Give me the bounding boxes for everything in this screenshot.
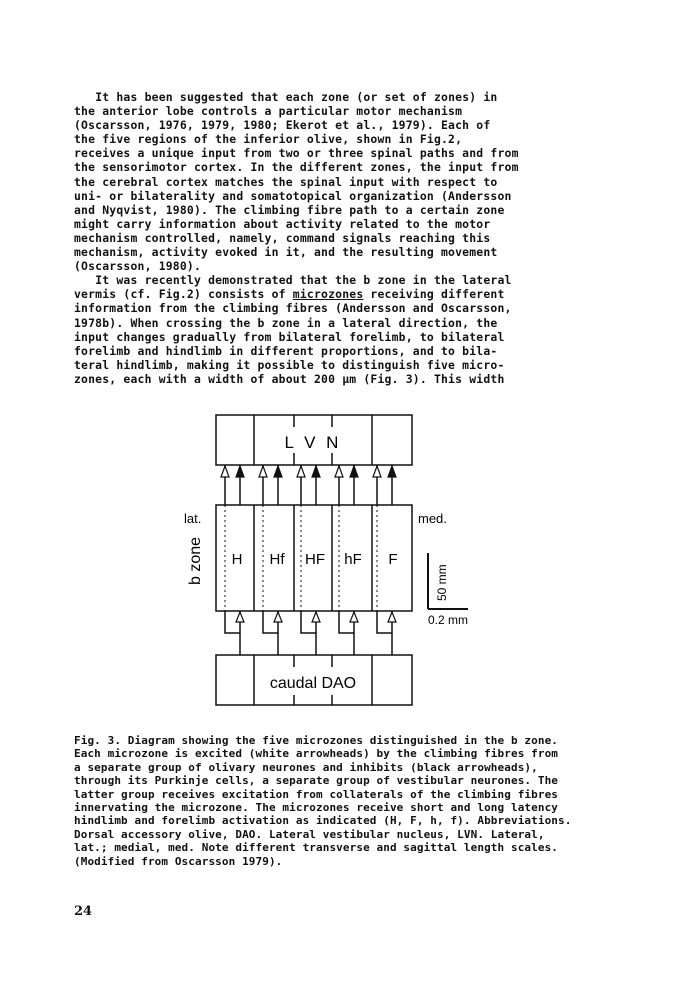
arrowheads — [221, 466, 396, 477]
text-line: zones, each with a width of about 200 µm (Fig. 3). This width — [74, 371, 505, 386]
caption-line: hindlimb and forelimb activation as indicated (H, F, h, f). Abbreviations. — [74, 814, 572, 828]
text-line: (Oscarsson, 1980). — [74, 259, 202, 274]
text-line: It was recently demonstrated that the b zone in the lateral — [74, 273, 512, 288]
microzone-label: HF — [305, 551, 325, 568]
caption-line: Each microzone is excited (white arrowheads) by the climbing fibres from — [74, 747, 559, 761]
white-arrowhead — [274, 612, 282, 622]
microzone-label: F — [388, 551, 398, 568]
caption-line: Fig. 3. Diagram showing the five microzones distinguished in the b zone. — [74, 734, 559, 747]
figure-caption — [74, 734, 599, 868]
caption-line: latter group receives excitation from collaterals of the climbing fibres — [74, 787, 559, 801]
b-zone-box — [216, 505, 412, 611]
text-line: information from the climbing fibres (Andersson and Oscarsson, — [74, 301, 512, 316]
microzone-label: Hf — [269, 551, 285, 568]
black-arrowhead — [274, 466, 282, 477]
body-text — [74, 90, 594, 386]
text-line: the five regions of the inferior olive, shown in Fig.2, — [74, 132, 463, 147]
text-line: the cerebral cortex matches the spinal input with respect to — [74, 174, 498, 189]
vertical-scale-label: 50 mm — [435, 564, 449, 601]
white-arrowhead — [373, 466, 381, 477]
text-line: might carry information about activity related to the motor — [74, 216, 491, 231]
lat-label: lat. — [184, 511, 202, 526]
text-line: uni- or bilaterality and somatotopical organization (Andersson — [74, 188, 512, 203]
white-arrowhead — [312, 612, 320, 622]
text-line: mechanism, activity evoked in it, and the resulting movement — [74, 245, 498, 260]
efferent-connections — [225, 465, 392, 505]
white-arrowhead — [236, 612, 244, 622]
white-arrowhead — [221, 466, 229, 477]
afferent-arrowheads — [236, 612, 396, 622]
page-number: 24 — [74, 904, 93, 919]
black-arrowhead — [312, 466, 320, 477]
paragraph-2 — [74, 273, 594, 386]
caption-line: lat.; medial, med. Note different transverse and sagittal length scales. — [74, 841, 559, 855]
dao-box — [216, 655, 412, 705]
afferent-connections — [225, 611, 392, 655]
caption-line: a separate group of olivary neurones and inhibits (black arrowheads), — [74, 760, 538, 774]
white-arrowhead — [297, 466, 305, 477]
horizontal-scale-label: 0.2 mm — [428, 613, 469, 627]
caption-line: (Modified from Oscarsson 1979). — [74, 854, 283, 868]
white-arrowhead — [335, 466, 343, 477]
white-arrowhead — [388, 612, 396, 622]
text-line: vermis (cf. Fig.2) consists of — [74, 287, 293, 302]
text-line: 1978b). When crossing the b zone in a lateral direction, the — [74, 315, 498, 330]
microzone-label: H — [231, 551, 243, 568]
caption-line: Dorsal accessory olive, DAO. Lateral vestibular nucleus, LVN. Lateral, — [74, 827, 545, 841]
b-zone-label: b zone — [187, 536, 204, 585]
caption-line: through its Purkinje cells, a separate group of vestibular neurones. The — [74, 774, 559, 788]
text-line: and Nyqvist, 1980). The climbing fibre path to a certain zone — [74, 202, 505, 217]
dao-label: caudal DAO — [269, 675, 357, 692]
black-arrowhead — [350, 466, 358, 477]
med-label: med. — [418, 511, 447, 526]
text-line: receives a unique input from two or three spinal paths and from — [74, 146, 519, 161]
microzone-label: hF — [344, 551, 362, 568]
underlined-term: microzones — [292, 287, 364, 302]
text-line: (Oscarsson, 1976, 1979, 1980; Ekerot et al., 1979). Each of — [74, 118, 491, 133]
text-line: the sensorimotor cortex. In the different zones, the input from — [74, 160, 519, 175]
caption-line: innervating the microzone. The microzones receive short and long latency — [74, 801, 559, 815]
text-line: forelimb and hindlimb in different proportions, and to bila- — [74, 343, 498, 358]
text-line: mechanism controlled, namely, command signals reaching this — [74, 230, 491, 245]
text-line: receiving different — [363, 287, 505, 302]
paragraph-1 — [74, 90, 594, 273]
lvn-label: L V N — [284, 433, 342, 452]
text-line: It has been suggested that each zone (or set of zones) in — [74, 90, 498, 104]
black-arrowhead — [236, 466, 244, 477]
text-line: teral hindlimb, making it possible to distinguish five micro- — [74, 357, 505, 372]
lvn-box — [216, 415, 412, 465]
microzone-diagram — [170, 405, 490, 710]
black-arrowhead — [388, 466, 396, 477]
white-arrowhead — [350, 612, 358, 622]
text-line: input changes gradually from bilateral forelimb, to bilateral — [74, 329, 505, 344]
white-arrowhead — [259, 466, 267, 477]
text-line: the anterior lobe controls a particular motor mechanism — [74, 104, 463, 119]
